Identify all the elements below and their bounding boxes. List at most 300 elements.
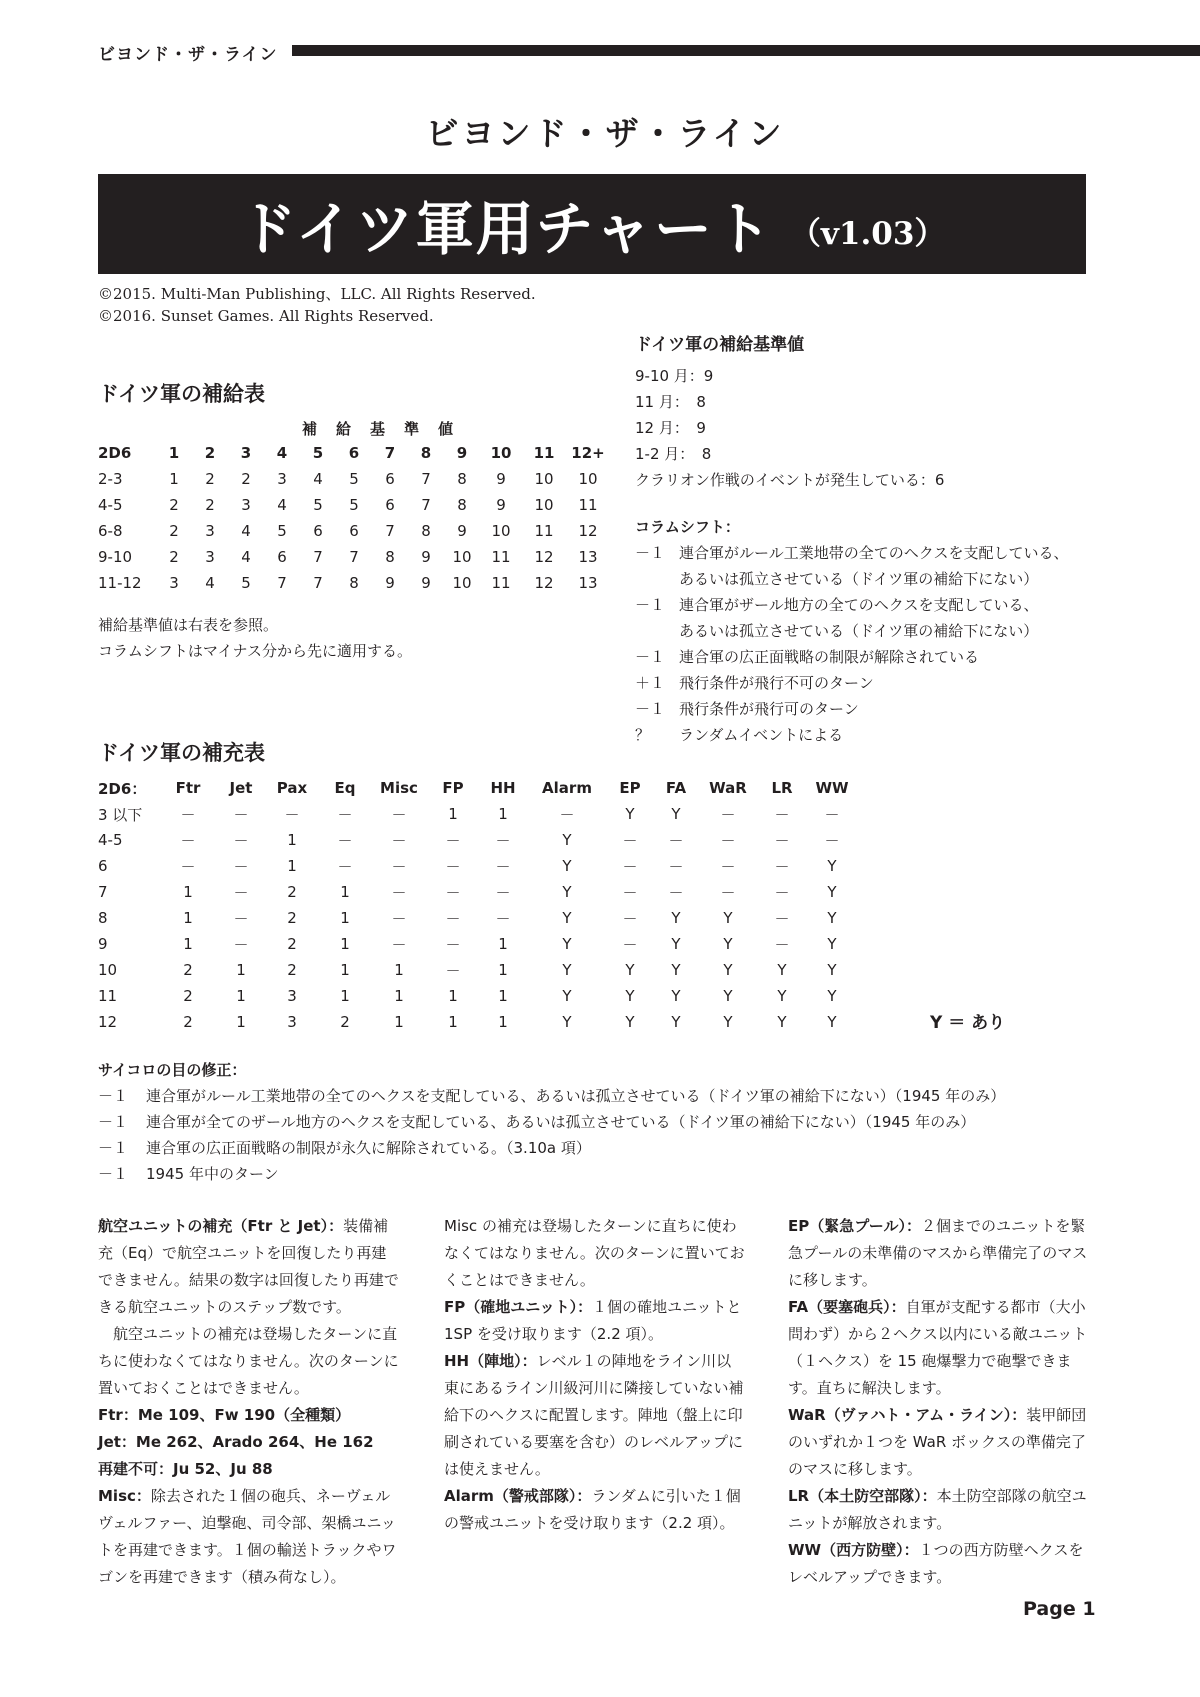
table-cell: 1	[340, 883, 350, 901]
row-header: 12	[98, 1013, 118, 1031]
table-cell: 1	[183, 909, 193, 927]
modifier: ？	[635, 726, 651, 744]
table-cell: 1	[183, 935, 193, 953]
column-header: 2D6：	[98, 779, 147, 798]
table-cell: 4	[313, 470, 323, 488]
table-cell: Y	[562, 987, 572, 1005]
table-cell: 10	[452, 574, 472, 592]
notes-column-2	[444, 1213, 746, 1537]
table-cell: －	[180, 857, 196, 876]
table-cell: Y	[625, 961, 635, 979]
table-cell: －	[391, 805, 407, 824]
table-cell: 1	[169, 470, 179, 488]
table-cell: 11	[491, 574, 511, 592]
table-cell: －	[391, 831, 407, 850]
table-cell: 1	[498, 935, 508, 953]
table-cell: Y	[671, 935, 681, 953]
table-cell: －	[622, 935, 638, 954]
row-header: 8	[98, 909, 108, 927]
column-header: Pax	[276, 779, 308, 797]
table-cell: 2	[183, 1013, 193, 1031]
list-item	[98, 1109, 1005, 1135]
list-item	[635, 722, 1069, 748]
modifier: －１	[635, 700, 666, 718]
table-cell: Y	[723, 909, 733, 927]
notes-column-3	[788, 1213, 1090, 1591]
header-rule	[292, 45, 1200, 56]
table-cell: 9	[457, 522, 467, 540]
table-cell: 1	[287, 831, 297, 849]
column-header: Jet	[229, 779, 253, 797]
table-cell: 3	[287, 987, 297, 1005]
title-band	[98, 174, 1086, 274]
modifier-text: 飛行条件が飛行可のターン	[679, 700, 859, 718]
table-cell: －	[774, 831, 790, 850]
list-item	[635, 566, 1069, 592]
table-cell: 2	[169, 496, 179, 514]
table-cell: 1	[236, 1013, 246, 1031]
supply-base-line: クラリオン作戦のイベントが発生している：6	[635, 471, 945, 489]
table-cell: Y	[562, 831, 572, 849]
running-header: ビヨンド・ザ・ライン	[98, 45, 278, 65]
table-cell: －	[180, 831, 196, 850]
table-cell: Y	[671, 805, 681, 823]
supply-note: 補給基準値は右表を参照。	[98, 616, 279, 634]
table-cell: －	[445, 857, 461, 876]
table-cell: 1	[498, 961, 508, 979]
list-item	[635, 592, 1069, 618]
table-cell: Y	[671, 909, 681, 927]
table-cell: －	[495, 831, 511, 850]
column-header: 1	[168, 444, 180, 462]
table-cell: Y	[777, 987, 787, 1005]
supply-base-line: 11 月： 8	[635, 393, 706, 411]
table-cell: Y	[625, 987, 635, 1005]
table-cell: Y	[777, 961, 787, 979]
table-cell: 1	[236, 961, 246, 979]
table-cell: －	[720, 857, 736, 876]
table-cell: 7	[313, 574, 323, 592]
table-cell: 2	[205, 496, 215, 514]
ftr-list: Ftr：Me 109、Fw 190（全種類）	[98, 1406, 351, 1424]
column-header: 2D6	[98, 444, 132, 462]
table-cell: －	[233, 935, 249, 954]
table-cell: 2	[340, 1013, 350, 1031]
air-replacement-heading: 航空ユニットの補充（Ftr と Jet）：	[98, 1217, 344, 1235]
modifier-text: 飛行条件が飛行不可のターン	[679, 674, 874, 692]
table-cell: 1	[236, 987, 246, 1005]
table-cell: Y	[671, 961, 681, 979]
table-cell: 2	[169, 548, 179, 566]
fa-heading: FA（要塞砲兵）：	[788, 1298, 906, 1316]
table-cell: 1	[394, 961, 404, 979]
table-cell: 2	[205, 470, 215, 488]
table-row	[98, 544, 610, 570]
table-cell: Y	[827, 987, 837, 1005]
table-cell: －	[337, 831, 353, 850]
table-cell: Y	[562, 909, 572, 927]
table-cell: 7	[385, 522, 395, 540]
table-cell: Y	[723, 987, 733, 1005]
row-header: 11	[98, 987, 118, 1005]
supply-base-line: 9-10 月：9	[635, 367, 714, 385]
modifier-text: 連合軍の広正面戦略の制限が解除されている	[679, 648, 980, 666]
table-cell: 13	[578, 574, 598, 592]
table-cell: －	[559, 805, 575, 824]
table-cell: 12	[578, 522, 598, 540]
table-cell: 10	[578, 470, 598, 488]
modifier-text: 連合軍がルール工業地帯の全てのヘクスを支配している、あるいは孤立させている（ドイツ軍の補給下にない）（1945 年のみ）	[146, 1087, 1006, 1105]
replacement-table-title: ドイツ軍の補充表	[98, 741, 265, 765]
table-cell: 1	[287, 857, 297, 875]
table-cell: －	[720, 831, 736, 850]
table-cell: 1	[394, 987, 404, 1005]
table-cell: 1	[394, 1013, 404, 1031]
column-header: FP	[442, 779, 464, 797]
table-cell: －	[391, 935, 407, 954]
table-cell: Y	[723, 1013, 733, 1031]
table-cell: 1	[340, 935, 350, 953]
table-cell: Y	[777, 1013, 787, 1031]
table-cell: 2	[287, 883, 297, 901]
modifier-text: 連合軍がザール地方の全てのヘクスを支配している、	[679, 596, 1039, 614]
modifier-text: ランダムイベントによる	[679, 726, 844, 744]
column-shift-title: コラムシフト：	[635, 518, 740, 536]
table-cell: 2	[169, 522, 179, 540]
column-header: FA	[665, 779, 687, 797]
ww-text: １つの西方防壁ヘクスをレベルアップできます。	[788, 1541, 1084, 1586]
table-cell: 3	[205, 522, 215, 540]
table-cell: －	[622, 909, 638, 928]
list-item	[635, 670, 1069, 696]
table-cell: －	[774, 935, 790, 954]
table-row	[98, 853, 858, 879]
table-cell: －	[284, 805, 300, 824]
modifier: －１	[98, 1113, 129, 1131]
alarm-heading: Alarm（警戒部隊）：	[444, 1487, 592, 1505]
column-header: Alarm	[542, 779, 592, 797]
table-cell: Y	[671, 987, 681, 1005]
table-row	[98, 801, 858, 827]
table-cell: Y	[625, 805, 635, 823]
table-cell: Y	[827, 857, 837, 875]
table-cell: －	[622, 831, 638, 850]
table-cell: －	[774, 857, 790, 876]
modifier: －１	[98, 1087, 129, 1105]
table-row	[98, 466, 610, 492]
table-cell: －	[337, 857, 353, 876]
ep-heading: EP（緊急プール）：	[788, 1217, 921, 1235]
misc-text: 除去された１個の砲兵、ネーヴェルヴェルファー、迫撃砲、司令部、架橋ユニットを再建できます。１個の輸送トラックやワゴンを再建できます（積み荷なし）。	[98, 1487, 397, 1586]
column-header: 10	[490, 444, 512, 462]
copyright	[98, 283, 536, 327]
war-heading: WaR（ヴァハト・アム・ライン）：	[788, 1406, 1027, 1424]
table-cell: 8	[349, 574, 359, 592]
table-cell: 3	[205, 548, 215, 566]
table-cell: Y	[723, 935, 733, 953]
table-cell: 2	[287, 961, 297, 979]
table-cell: 10	[534, 496, 554, 514]
table-cell: 8	[457, 496, 467, 514]
table-cell: －	[824, 831, 840, 850]
table-cell: －	[622, 857, 638, 876]
table-cell: 7	[421, 496, 431, 514]
table-cell: 3	[277, 470, 287, 488]
table-cell: 10	[491, 522, 511, 540]
table-cell: 5	[313, 496, 323, 514]
supply-base-line: 12 月： 9	[635, 419, 706, 437]
table-cell: Y	[827, 883, 837, 901]
table-cell: －	[824, 805, 840, 824]
table-cell: 6	[385, 496, 395, 514]
supply-table	[98, 440, 610, 596]
misc-heading: Misc：	[98, 1487, 151, 1505]
list-item	[635, 618, 1069, 644]
air-replacement-text: 装備補充（Eq）で航空ユニットを回復したり再建できません。結果の数字は回復したり再建できる航空ユニットのステップ数です。	[98, 1217, 399, 1316]
replacement-table-header-row	[98, 775, 858, 801]
table-cell: －	[233, 909, 249, 928]
table-cell: 9	[421, 574, 431, 592]
table-cell: －	[668, 831, 684, 850]
table-cell: 1	[448, 805, 458, 823]
table-cell: －	[233, 805, 249, 824]
table-cell: －	[445, 935, 461, 954]
column-header: 4	[276, 444, 288, 462]
list-item	[635, 644, 1069, 670]
list-item	[635, 540, 1069, 566]
table-cell: 5	[349, 496, 359, 514]
list-item	[98, 1161, 1005, 1187]
table-cell: －	[233, 857, 249, 876]
row-header: 9	[98, 935, 108, 953]
table-cell: Y	[827, 1013, 837, 1031]
alarm-text: ランダムに引いた１個の警戒ユニットを受け取ります（2.2 項）。	[444, 1487, 741, 1532]
table-cell: 1	[498, 805, 508, 823]
list-item	[98, 1083, 1005, 1109]
column-header: 12+	[571, 444, 605, 462]
replacement-table	[98, 775, 858, 1035]
table-cell: 12	[534, 548, 554, 566]
row-header: 3 以下	[98, 805, 143, 824]
table-cell: 9	[496, 470, 506, 488]
table-cell: Y	[827, 961, 837, 979]
supply-table-header-row	[98, 440, 610, 466]
column-header: Eq	[334, 779, 356, 797]
jet-list: Jet：Me 262、Arado 264、He 162	[98, 1433, 374, 1451]
column-header: 11	[533, 444, 555, 462]
table-cell: 4	[205, 574, 215, 592]
supply-base-title: ドイツ軍の補給基準値	[635, 335, 805, 355]
dice-modifiers-panel	[98, 1057, 1005, 1187]
no-rebuild-list: 再建不可：Ju 52、Ju 88	[98, 1460, 273, 1478]
table-row	[98, 518, 610, 544]
table-row	[98, 879, 858, 905]
table-cell: 1	[448, 987, 458, 1005]
table-cell: Y	[562, 883, 572, 901]
table-cell: 7	[313, 548, 323, 566]
table-cell: 1	[183, 883, 193, 901]
supply-base-group-header: 補 給 基 準 値	[302, 420, 456, 438]
air-replacement-text-2: 航空ユニットの補充は登場したターンに直ちに使わなくてはなりません。次のターンに置いておくことはできません。	[98, 1325, 399, 1397]
supply-base-line: 1-2 月： 8	[635, 445, 712, 463]
modifier-text: 連合軍の広正面戦略の制限が永久に解除されている。（3.10a 項）	[146, 1139, 591, 1157]
column-header: WW	[815, 779, 849, 797]
ep-text: ２個までのユニットを緊急プールの未準備のマスから準備完了のマスに移します。	[788, 1217, 1088, 1289]
table-cell: －	[622, 883, 638, 902]
column-shift-panel	[635, 514, 1069, 748]
table-cell: 7	[349, 548, 359, 566]
table-cell: Y	[827, 909, 837, 927]
table-cell: 11	[534, 522, 554, 540]
row-header: 9-10	[98, 548, 133, 566]
page-number: Page 1	[1023, 1598, 1096, 1620]
row-header: 2-3	[98, 470, 123, 488]
modifier-text: あるいは孤立させている（ドイツ軍の補給下にない）	[679, 570, 1039, 588]
table-cell: －	[495, 857, 511, 876]
table-cell: 2	[183, 961, 193, 979]
table-cell: 2	[183, 987, 193, 1005]
table-cell: －	[495, 909, 511, 928]
table-cell: 10	[452, 548, 472, 566]
table-cell: －	[668, 857, 684, 876]
table-cell: 5	[349, 470, 359, 488]
table-cell: 11	[491, 548, 511, 566]
table-cell: 13	[578, 548, 598, 566]
column-header: Ftr	[175, 779, 201, 797]
misc-text-continued: Misc の補充は登場したターンに直ちに使わなくてはなりません。次のターンに置いておくことはできません。	[444, 1217, 745, 1289]
column-header: EP	[619, 779, 641, 797]
hh-text: レベル１の陣地をライン川以東にあるライン川級河川に隣接していない補給下のヘクスに配置します。陣地（盤上に印刷されている要塞を含む）のレベルアップには使えません。	[444, 1352, 744, 1478]
table-row	[98, 957, 858, 983]
table-cell: 7	[277, 574, 287, 592]
column-header: 9	[456, 444, 468, 462]
table-cell: －	[337, 805, 353, 824]
table-cell: 2	[241, 470, 251, 488]
table-cell: 6	[277, 548, 287, 566]
fa-text: 自軍が支配する都市（大小問わず）から２ヘクス以内にいる敵ユニット（１ヘクス）を 15 砲爆撃力で砲撃できます。直ちに解決します。	[788, 1298, 1088, 1397]
table-cell: Y	[723, 961, 733, 979]
table-row	[98, 931, 858, 957]
row-header: 10	[98, 961, 118, 979]
table-cell: －	[495, 883, 511, 902]
list-item	[98, 1135, 1005, 1161]
table-cell: －	[233, 883, 249, 902]
table-cell: 10	[534, 470, 554, 488]
page-title: ドイツ軍用チャート	[238, 195, 774, 263]
modifier-text: 連合軍がルール工業地帯の全てのヘクスを支配している、	[679, 544, 1069, 562]
row-header: 6-8	[98, 522, 123, 540]
table-cell: 1	[340, 909, 350, 927]
notes-column-1	[98, 1213, 400, 1591]
supply-table-title: ドイツ軍の補給表	[98, 382, 265, 406]
copyright-line: ©2016. Sunset Games. All Rights Reserved.	[98, 307, 434, 325]
table-cell: －	[445, 883, 461, 902]
table-row	[98, 1009, 858, 1035]
table-cell: 1	[498, 987, 508, 1005]
table-row	[98, 983, 858, 1009]
table-row	[98, 905, 858, 931]
table-cell: 1	[498, 1013, 508, 1031]
table-cell: 3	[287, 1013, 297, 1031]
table-cell: 1	[448, 1013, 458, 1031]
dice-modifiers-title: サイコロの目の修正：	[98, 1061, 247, 1079]
table-cell: 5	[277, 522, 287, 540]
row-header: 11-12	[98, 574, 142, 592]
column-header: 3	[240, 444, 252, 462]
row-header: 4-5	[98, 831, 123, 849]
table-cell: 3	[241, 496, 251, 514]
fp-heading: FP（確地ユニット）：	[444, 1298, 593, 1316]
list-item	[635, 696, 1069, 722]
ww-heading: WW（西方防壁）：	[788, 1541, 919, 1559]
column-header: 6	[348, 444, 360, 462]
table-cell: －	[720, 883, 736, 902]
table-cell: 4	[241, 522, 251, 540]
modifier-text: 1945 年中のターン	[146, 1165, 279, 1183]
modifier: －１	[635, 648, 666, 666]
supply-note: コラムシフトはマイナス分から先に適用する。	[98, 642, 412, 660]
table-legend: Y ＝ あり	[930, 1013, 1006, 1033]
column-header: 5	[312, 444, 324, 462]
table-row	[98, 827, 858, 853]
table-cell: 8	[421, 522, 431, 540]
hh-heading: HH（陣地）：	[444, 1352, 537, 1370]
supply-base-panel	[635, 330, 944, 493]
table-cell: －	[445, 909, 461, 928]
table-cell: Y	[671, 1013, 681, 1031]
table-cell: 1	[340, 961, 350, 979]
column-header: 2	[204, 444, 216, 462]
table-cell: －	[391, 909, 407, 928]
table-cell: 9	[496, 496, 506, 514]
table-row	[98, 570, 610, 596]
table-cell: Y	[562, 961, 572, 979]
table-cell: 6	[313, 522, 323, 540]
table-row	[98, 492, 610, 518]
table-cell: 6	[349, 522, 359, 540]
table-cell: 2	[287, 935, 297, 953]
table-cell: －	[391, 883, 407, 902]
table-cell: 4	[241, 548, 251, 566]
table-cell: －	[668, 883, 684, 902]
table-cell: Y	[562, 857, 572, 875]
table-cell: －	[391, 857, 407, 876]
table-cell: －	[445, 831, 461, 850]
column-header: WaR	[709, 779, 747, 797]
column-header: HH	[490, 779, 516, 797]
table-cell: Y	[562, 935, 572, 953]
column-header: 7	[384, 444, 396, 462]
war-text: 装甲師団のいずれか１つを WaR ボックスの準備完了のマスに移します。	[788, 1406, 1087, 1478]
table-cell: －	[233, 831, 249, 850]
modifier: －１	[98, 1139, 129, 1157]
table-cell: 2	[287, 909, 297, 927]
table-cell: Y	[625, 1013, 635, 1031]
table-cell: －	[774, 909, 790, 928]
column-header: LR	[771, 779, 793, 797]
row-header: 6	[98, 857, 108, 875]
table-cell: －	[720, 805, 736, 824]
modifier-text: あるいは孤立させている（ドイツ軍の補給下にない）	[679, 622, 1039, 640]
copyright-line: ©2015. Multi-Man Publishing、LLC. All Rights Reserved.	[98, 285, 536, 303]
row-header: 4-5	[98, 496, 123, 514]
table-cell: Y	[827, 935, 837, 953]
modifier: －１	[635, 544, 666, 562]
table-cell: 9	[385, 574, 395, 592]
game-subtitle: ビヨンド・ザ・ライン	[425, 114, 785, 153]
row-header: 7	[98, 883, 108, 901]
table-cell: 3	[169, 574, 179, 592]
